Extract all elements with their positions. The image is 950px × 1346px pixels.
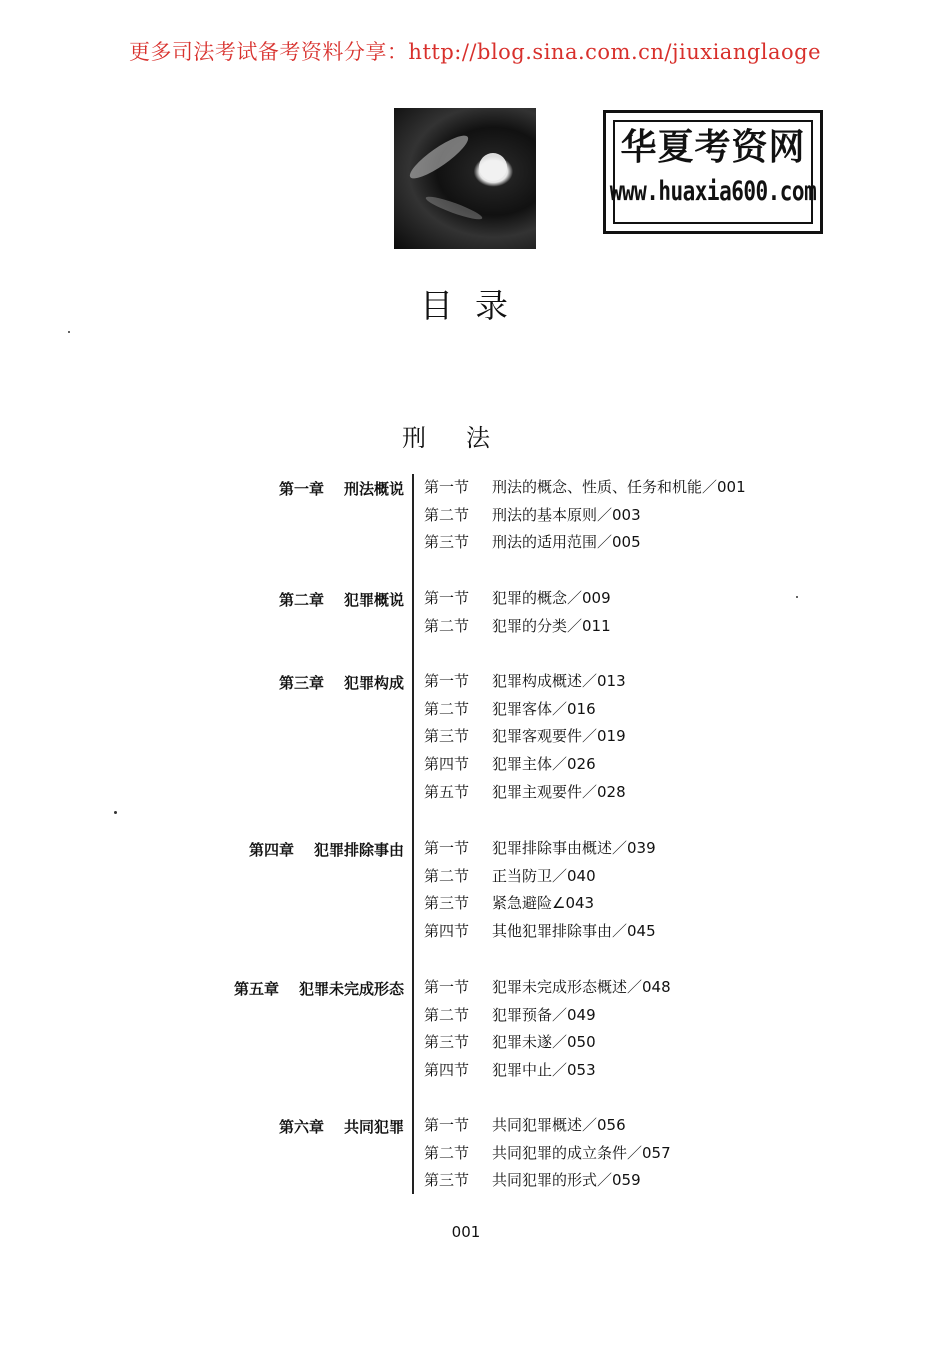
toc-entry[interactable] [424,978,671,1006]
section-title-page: 犯罪中止／053 [492,1061,596,1080]
section-title-page: 共同犯罪概述／056 [492,1116,626,1134]
section-title-page: 犯罪主观要件／028 [492,782,626,801]
chapter-number: 第六章 [278,1118,324,1136]
chapter-title: 犯罪构成 [343,674,404,692]
chapter-title: 犯罪概说 [343,591,404,609]
toc-entry[interactable] [424,727,626,755]
section-title-page: 犯罪客体／016 [492,699,596,718]
section-number: 第一节 [424,978,470,996]
section-number: 第三节 [424,533,470,552]
section-number: 第一节 [424,839,470,857]
stamp-url: www.huaxia600.com [609,176,817,206]
toc-entry[interactable] [424,672,626,700]
chapter-label[interactable] [279,478,404,499]
chapter-label[interactable] [234,978,404,999]
section-title-page: 犯罪构成概述／013 [492,672,626,690]
section-title-page: 紧急避险∠043 [492,894,595,913]
toc-entry[interactable] [424,478,746,506]
section-number: 第三节 [424,727,470,746]
toc-entry[interactable] [424,1033,671,1061]
chapter-number: 第一章 [278,480,324,498]
scan-speck [68,331,70,333]
section-number: 第四节 [424,1061,470,1080]
section-number: 第一节 [424,478,470,496]
chapter-title: 共同犯罪 [343,1118,404,1136]
section-list [424,978,671,1089]
chapter-title: 犯罪未完成形态 [298,980,404,998]
section-number: 第一节 [424,589,470,607]
section-title-page: 刑法的基本原则／003 [492,505,641,524]
section-number: 第三节 [424,1033,470,1052]
section-title-page: 刑法的适用范围／005 [492,533,641,552]
chapter-label[interactable] [279,672,404,693]
toc-entry[interactable] [424,1144,671,1172]
chapter-number: 第二章 [278,591,324,609]
scan-speck [114,811,117,814]
toc-entry[interactable] [424,839,656,867]
section-number: 第二节 [424,616,470,635]
toc-entry[interactable] [424,700,626,728]
section-title-page: 共同犯罪的形式／059 [492,1171,641,1190]
toc-divider [412,474,414,1194]
toc-entry[interactable] [424,533,746,561]
section-list [424,1116,671,1199]
section-list [424,672,626,810]
chapter-title: 犯罪排除事由 [313,841,404,859]
chapter-number: 第五章 [233,980,279,998]
section-title-page: 犯罪预备／049 [492,1005,596,1024]
toc-entry[interactable] [424,755,626,783]
scan-speck [796,596,798,598]
section-list [424,839,656,950]
section-number: 第二节 [424,699,470,718]
section-title-page: 共同犯罪的成立条件／057 [492,1143,671,1162]
section-title: 刑法 [402,424,530,452]
toc-entry[interactable] [424,506,746,534]
section-title-page: 犯罪的分类／011 [492,616,611,635]
stamp-name: 华夏考资网 [620,127,806,168]
page-number: 001 [451,1223,481,1241]
section-title-page: 犯罪未遂／050 [492,1033,596,1052]
toc-entry[interactable] [424,617,611,645]
toc-entry[interactable] [424,1061,671,1089]
chapter-number: 第三章 [278,674,324,692]
section-number: 第一节 [424,672,470,690]
chapter-number: 第四章 [248,841,294,859]
toc-entry[interactable] [424,783,626,811]
site-stamp [603,110,823,234]
section-title-page: 犯罪客观要件／019 [492,727,626,746]
toc-entry[interactable] [424,867,656,895]
section-title-page: 其他犯罪排除事由／045 [492,922,656,941]
decorative-photo [394,108,536,249]
section-number: 第三节 [424,894,470,913]
section-title-page: 犯罪主体／026 [492,755,596,774]
section-list [424,589,611,644]
section-number: 第三节 [424,1171,470,1190]
section-number: 第二节 [424,1143,470,1162]
section-number: 第四节 [424,922,470,941]
top-banner-link[interactable]: 更多司法考试备考资料分享：http://blog.sina.com.cn/jiuxianglaoge [128,40,822,64]
section-title-page: 正当防卫／040 [492,866,596,885]
toc-entry[interactable] [424,589,611,617]
chapter-label[interactable] [279,589,404,610]
toc-entry[interactable] [424,1006,671,1034]
section-number: 第一节 [424,1116,470,1134]
toc-entry[interactable] [424,922,656,950]
section-title-page: 刑法的概念、性质、任务和机能／001 [492,478,746,496]
toc-entry[interactable] [424,894,656,922]
section-title-page: 犯罪排除事由概述／039 [492,839,656,857]
toc-entry[interactable] [424,1171,671,1199]
page-title: 目录 [420,286,530,325]
section-number: 第二节 [424,866,470,885]
section-number: 第二节 [424,505,470,524]
toc-entry[interactable] [424,1116,671,1144]
chapter-title: 刑法概说 [343,480,404,498]
section-number: 第二节 [424,1005,470,1024]
chapter-label[interactable] [249,839,404,860]
section-number: 第五节 [424,782,470,801]
section-list [424,478,746,561]
section-number: 第四节 [424,755,470,774]
section-title-page: 犯罪未完成形态概述／048 [492,978,671,996]
chapter-label[interactable] [279,1116,404,1137]
section-title-page: 犯罪的概念／009 [492,589,611,607]
